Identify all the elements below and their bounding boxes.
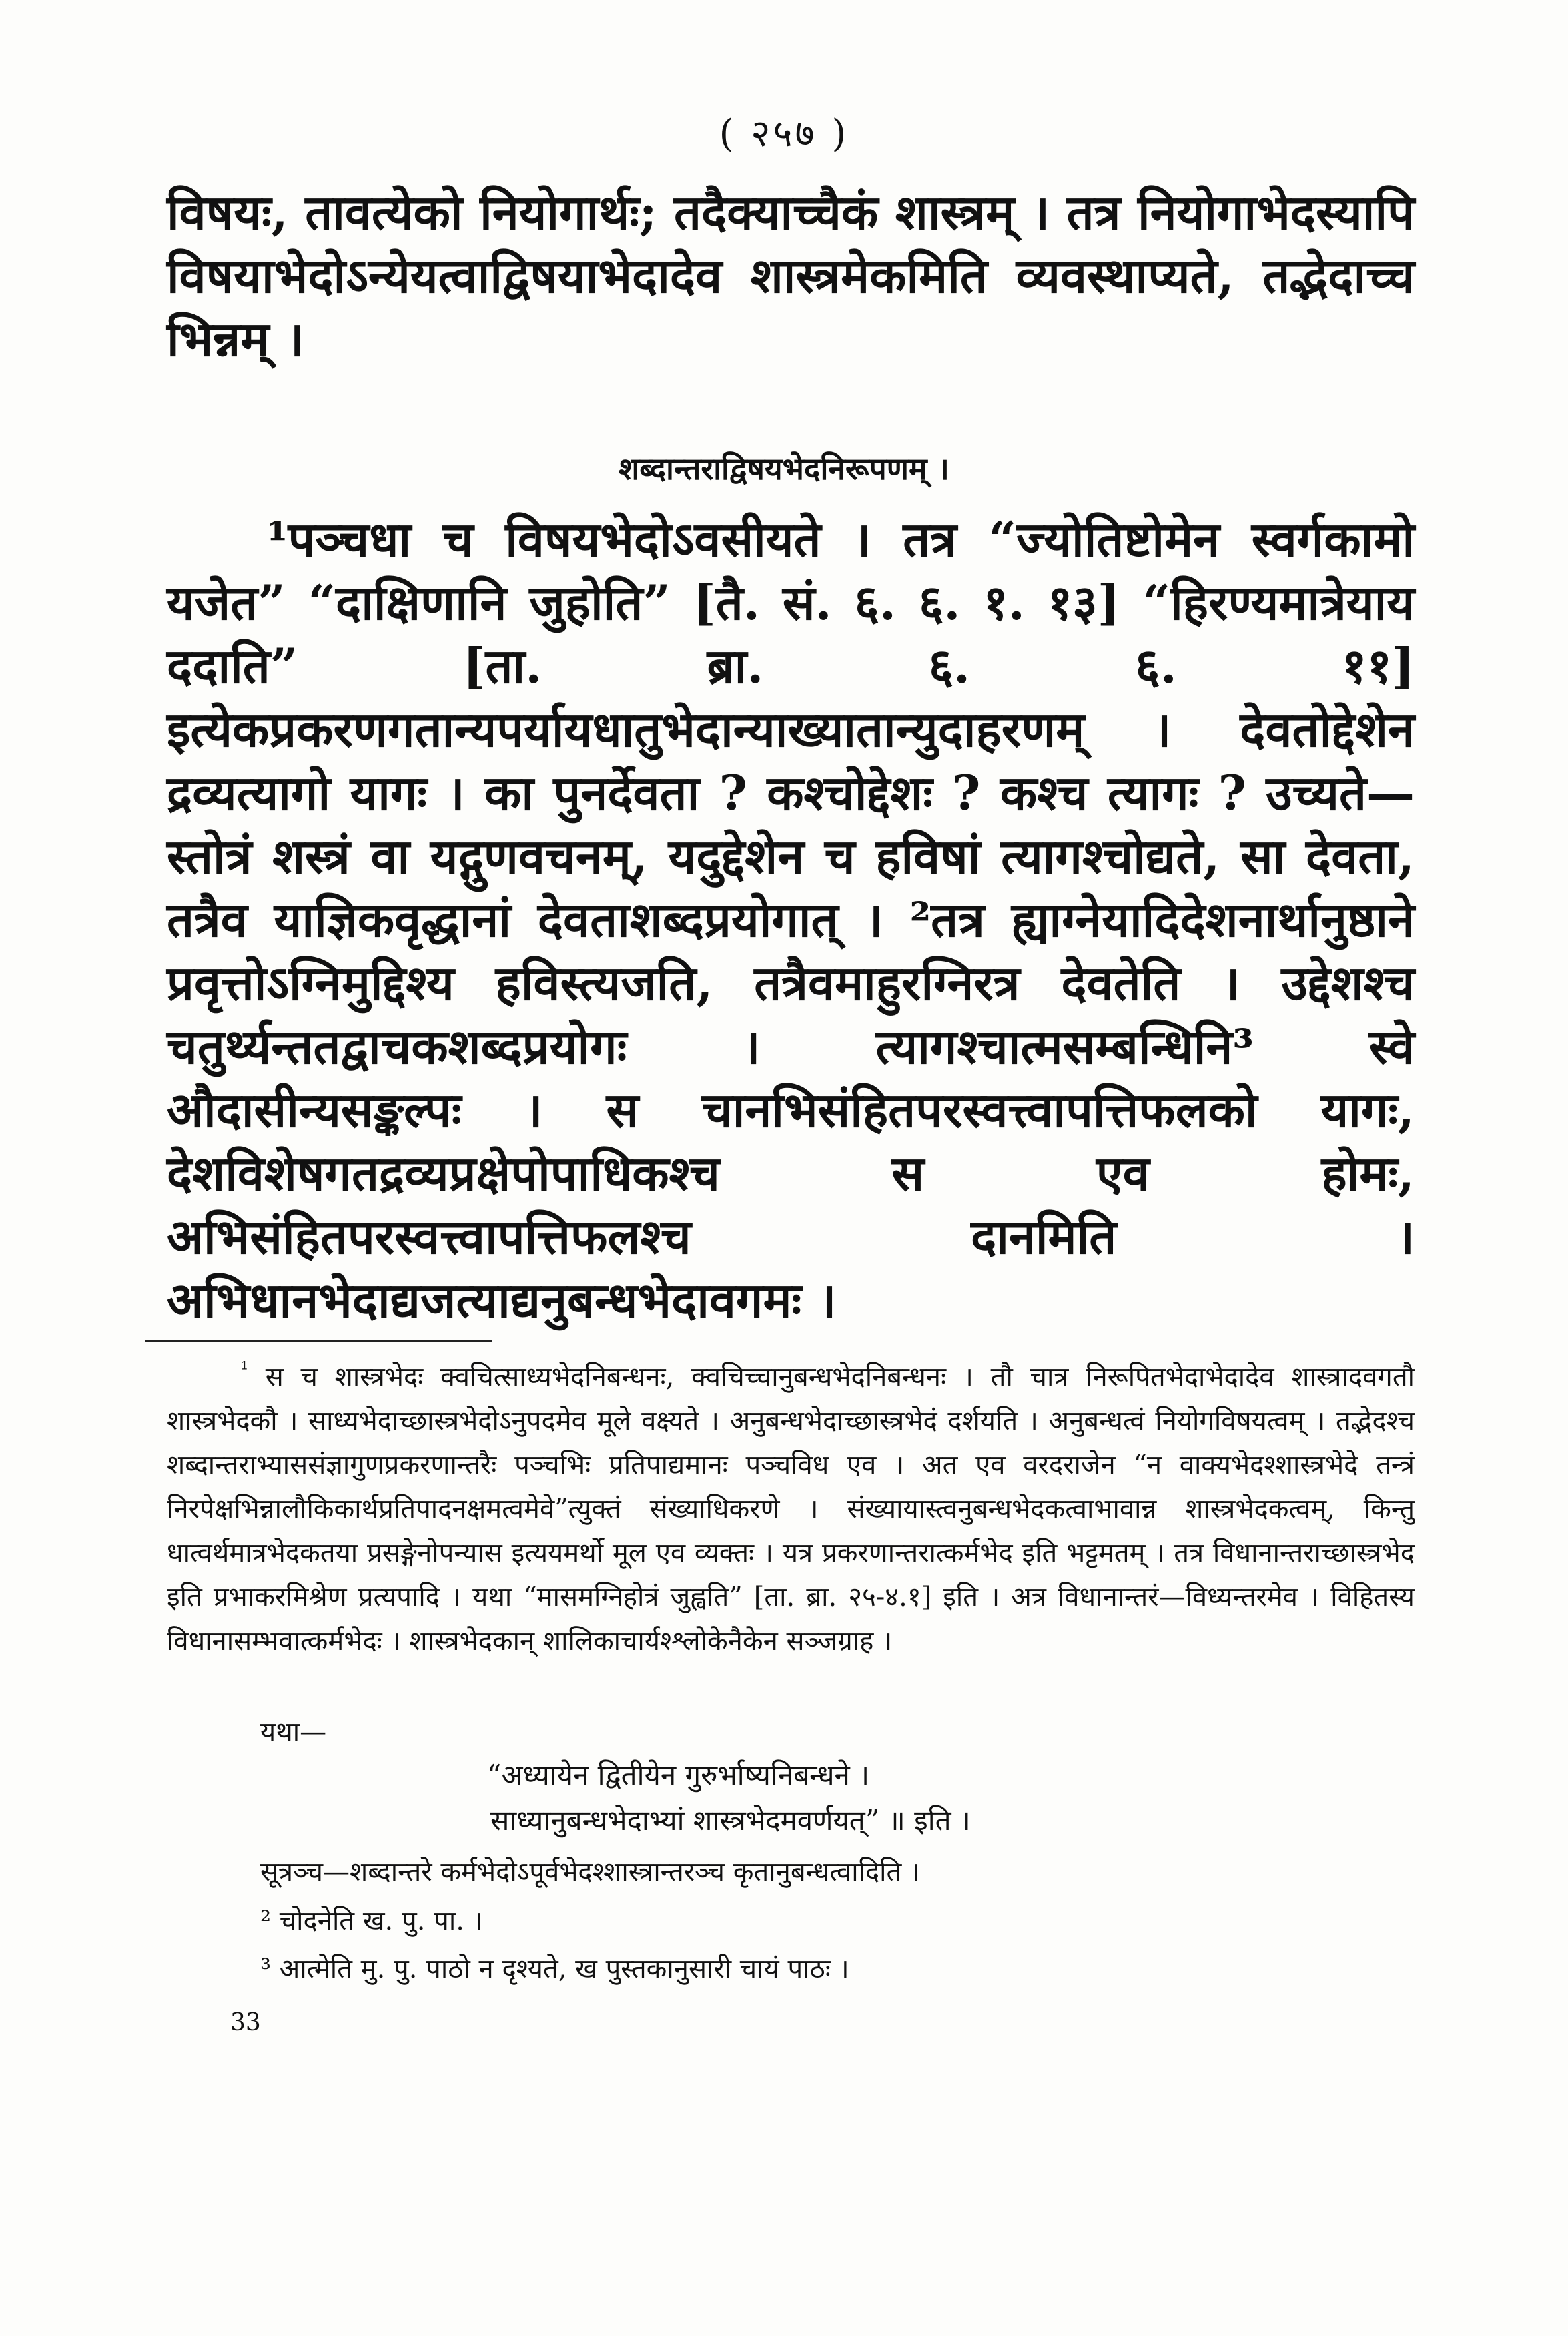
- footnote-verse-line-2: साध्यानुबन्धभेदाभ्यां शास्त्रभेदमवर्णयत्” ॥ इति ।: [490, 1804, 971, 1837]
- footnote-separator: [145, 1340, 492, 1342]
- footnote-yatha: यथा—: [260, 1717, 327, 1747]
- footnote-1-text: स च शास्त्रभेदः क्वचित्साध्यभेदनिबन्धनः, क्वचिच्चानुबन्धभेदनिबन्धनः । तौ चात्र निरूपितभेदाभेदादेव शास्त्रादवगतौ शास्त्रभेदकौ । साध्यभेदाच्छास्त्रभेदोऽनुपदमेव मूले वक्ष्यते । अनुबन्धभेदाच्छास्त्रभेदं दर्शयति । अनुबन्धत्वं नियोगविषयत्वम् । तद्भेदश्च शब्दान्तराभ्याससंज्ञागुणप्रकरणान्तरैः पञ्चभिः प्रतिपाद्यमानः पञ्चविध एव । अत एव वरदराजेन “न वाक्यभेदश्शास्त्रभेदे तन्त्रं निरपेक्षभिन्नालौकिकार्थप्रतिपादनक्षमत्वमेवे”त्युक्तं संख्याधिकरणे । संख्यायास्त्वनुबन्धभेदकत्वाभावान्न शास्त्रभेदकत्वम्, किन्तु धात्वर्थमात्रभेदकतया प्रसङ्गेनोपन्यास इत्ययमर्थो मूल एव व्यक्तः । यत्र प्रकरणान्तरात्कर्मभेद इति भट्टमतम् । तत्र विधानान्तराच्छास्त्रभेद इति प्रभाकरमिश्रेण प्रत्यपादि । यथा “मासमग्निहोत्रं जुह्वति” [ता. ब्रा. २५-४.१] इति । अत्र विधानान्तरं—विध्यन्तरमेव । विहितस्य विधानासम्भवात्कर्मभेदः । शास्त्रभेदकान् शालिकाचार्यश्श्लोकेनैकेन सञ्जग्राह ।: [167, 1362, 1415, 1657]
- footnote-2: ² चोदनेति ख. पु. पा. ।: [260, 1906, 483, 1936]
- section-heading: शब्दान्तराद्विषयभेदनिरूपणम् ।: [619, 451, 949, 487]
- folio-number: 33: [230, 2009, 261, 2036]
- main-paragraph-1: विषयः, तावत्येको नियोगार्थः; तदैक्याच्चैकं शास्त्रम् । तत्र नियोगाभेदस्यापि विषयाभेदोऽन्येयत्वाद्विषयाभेदादेव शास्त्रमेकमिति व्यवस्थाप्यते, तद्भेदाच्च भिन्नम् ।: [167, 184, 1415, 367]
- footnote-3: ³ आत्मेति मु. पु. पाठो न दृश्यते, ख पुस्तकानुसारी चायं पाठः ।: [260, 1954, 849, 1984]
- footnote-1-marker: ¹: [240, 1358, 249, 1382]
- main-paragraph-2: ¹पञ्चधा च विषयभेदोऽवसीयते । तत्र “ज्योतिष्टोमेन स्वर्गकामो यजेत” “दाक्षिणानि जुहोति” [तै. सं. ६. ६. १. १३] “हिरण्यमात्रेयाय ददाति” [ता. ब्रा. ६. ६. ११] इत्येकप्रकरणगतान्यपर्यायधातुभेदान्याख्यातान्युदाहरणम् । देवतोद्देशेन द्रव्यत्यागो यागः । का पुनर्देवता ? कश्चोद्देशः ? कश्च त्यागः ? उच्यते—स्तोत्रं शस्त्रं वा यद्गुणवचनम्, यदुद्देशेन च हविषां त्यागश्चोद्यते, सा देवता, तत्रैव याज्ञिकवृद्धानां देवताशब्दप्रयोगात् । ²तत्र ह्याग्नेयादिदेशनार्थानुष्ठाने प्रवृत्तोऽग्निमुद्दिश्य हविस्त्यजति, तत्रैवमाहुरग्निरत्र देवतेति । उद्देशश्च चतुर्थ्यन्ततद्वाचकशब्दप्रयोगः । त्यागश्चात्मसम्बन्धिनि³ स्वे औदासीन्यसङ्कल्पः । स चानभिसंहितपरस्वत्त्वापत्तिफलको यागः, देशविशेषगतद्रव्यप्रक्षेपोपाधिकश्च स एव होमः, अभिसंहितपरस्वत्त्वापत्तिफलश्च दानमिति । अभिधानभेदाद्यजत्याद्यनुबन्धभेदावगमः ।: [167, 511, 1415, 1328]
- page-number: ( २५७ ): [719, 112, 849, 156]
- footnote-verse-line-1: “अध्यायेन द्वितीयेन गुरुर्भाष्यनिबन्धने ।: [487, 1759, 870, 1791]
- footnote-sutra-line: सूत्रञ्च—शब्दान्तरे कर्मभेदोऽपूर्वभेदश्शास्त्रान्तरञ्च कृतानुबन्धत्वादिति ।: [260, 1857, 921, 1887]
- footnote-1: [167, 1355, 1415, 1663]
